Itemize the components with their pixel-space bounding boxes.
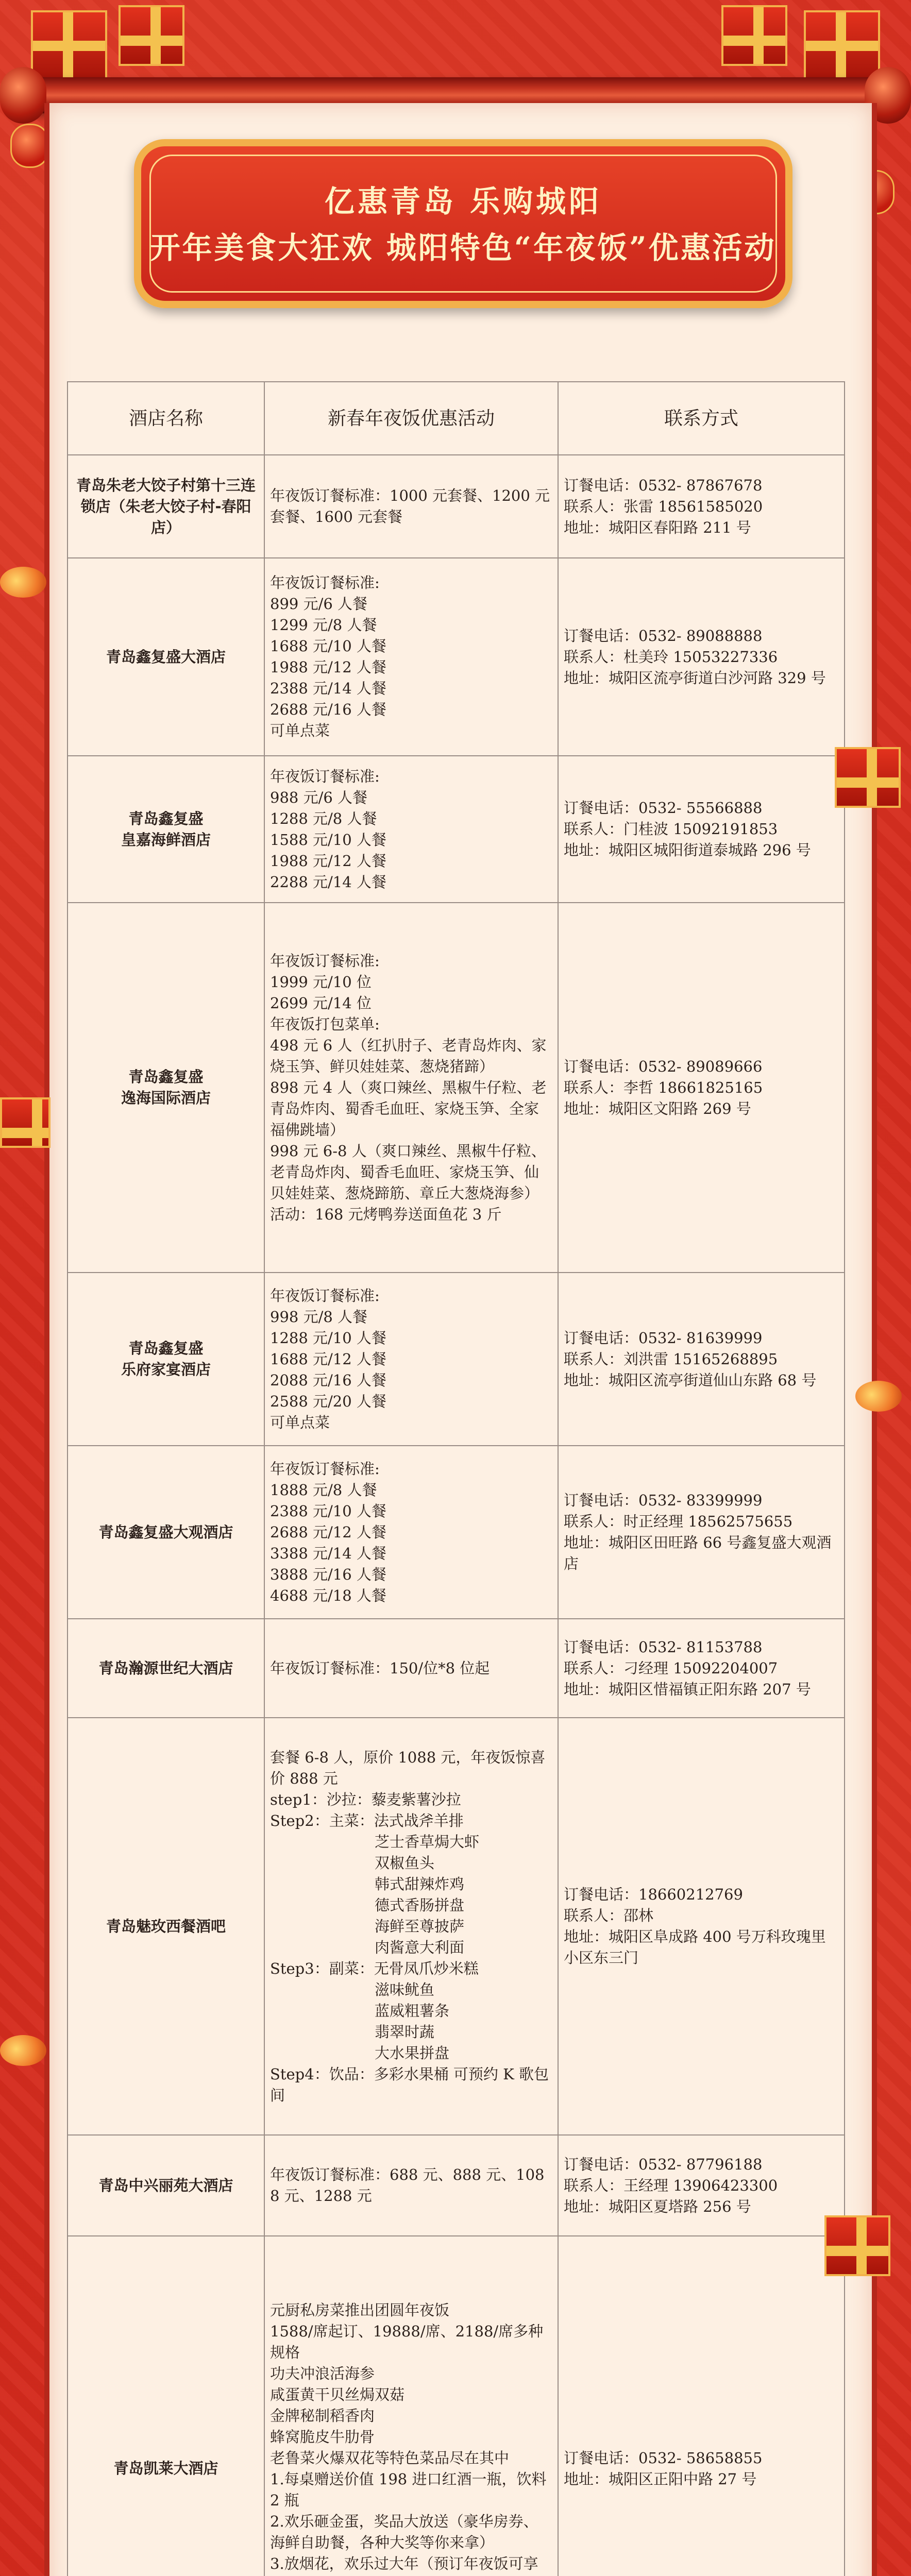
gift-box-icon [119,5,184,66]
offer-details: 年夜饭订餐标准：1000 元套餐、1200 元套餐、1600 元套餐 [264,455,558,558]
gift-box-icon [835,747,901,808]
offer-details: 年夜饭订餐标准: 988 元/6 人餐 1288 元/8 人餐 1588 元/10 人餐 1988 元/12 人餐 2288 元/14 人餐 [264,756,558,903]
hotel-name: 青岛鑫复盛大酒店 [68,558,264,756]
contact-info: 订餐电话：0532- 83399999 联系人：时正经理 18562575655 地址：城阳区田旺路 66 号鑫复盛大观酒店 [558,1446,845,1619]
koi-fish-icon [0,567,46,598]
table-row [68,2135,845,2236]
contact-info: 订餐电话：0532- 89088888 联系人：杜美玲 15053227336 地址：城阳区流亭街道白沙河路 329 号 [558,558,845,756]
koi-fish-icon [0,2035,46,2066]
offer-details: 年夜饭订餐标准: 899 元/6 人餐 1299 元/8 人餐 1688 元/10 人餐 1988 元/12 人餐 2388 元/14 人餐 2688 元/16 人餐 可单点菜 [264,558,558,756]
table-row [68,756,845,903]
table-row [68,558,845,756]
table-row [68,2236,845,2576]
hotel-name: 青岛鑫复盛 皇嘉海鲜酒店 [68,756,264,903]
lantern-icon [10,124,49,168]
title-banner [134,139,792,308]
banner-title: 亿惠青岛 乐购城阳 [324,184,602,219]
offer-details: 年夜饭订餐标准：688 元、888 元、1088 元、1288 元 [264,2135,558,2236]
contact-info: 订餐电话：0532- 58658855 地址：城阳区正阳中路 27 号 [558,2236,845,2576]
column-header-hotel: 酒店名称 [68,382,264,455]
hotel-name: 青岛朱老大饺子村第十三连锁店（朱老大饺子村-春阳店） [68,455,264,558]
hotel-name: 青岛凯莱大酒店 [68,2236,264,2576]
hotel-name: 青岛鑫复盛 逸海国际酒店 [68,903,264,1273]
table-row [68,455,845,558]
contact-info: 订餐电话：0532- 87796188 联系人：王经理 13906423300 地址：城阳区夏塔路 256 号 [558,2135,845,2236]
contact-info: 订餐电话：0532- 89089666 联系人：李哲 18661825165 地址：城阳区文阳路 269 号 [558,903,845,1273]
column-header-offer: 新春年夜饭优惠活动 [264,382,558,455]
koi-fish-icon [855,1381,902,1412]
promotion-table [67,381,845,2576]
column-header-contact: 联系方式 [558,382,845,455]
hotel-name: 青岛鑫复盛 乐府家宴酒店 [68,1273,264,1446]
hotel-name: 青岛中兴丽苑大酒店 [68,2135,264,2236]
table-header-row [68,382,845,455]
contact-info: 订餐电话：0532- 81153788 联系人：刁经理 15092204007 地址：城阳区惜福镇正阳东路 207 号 [558,1619,845,1718]
table-row [68,1273,845,1446]
contact-info: 订餐电话：0532- 87867678 联系人：张雷 18561585020 地址：城阳区春阳路 211 号 [558,455,845,558]
hotel-name: 青岛魅玫西餐酒吧 [68,1718,264,2135]
table-row [68,1619,845,1718]
offer-details: 年夜饭订餐标准: 1888 元/8 人餐 2388 元/10 人餐 2688 元/12 人餐 3388 元/14 人餐 3888 元/16 人餐 4688 元/18 人餐 [264,1446,558,1619]
gift-box-icon [721,5,787,66]
hotel-name: 青岛瀚源世纪大酒店 [68,1619,264,1718]
rod-end-cap [0,67,46,124]
contact-info: 订餐电话：18660212769 联系人：邵林 地址：城阳区阜成路 400 号万科玫瑰里小区东三门 [558,1718,845,2135]
contact-info: 订餐电话：0532- 55566888 联系人：门桂波 15092191853 地址：城阳区城阳街道泰城路 296 号 [558,756,845,903]
contact-info: 订餐电话：0532- 81639999 联系人：刘洪雷 15165268895 地址：城阳区流亭街道仙山东路 68 号 [558,1273,845,1446]
gift-box-icon [824,2215,890,2276]
offer-details: 元厨私房菜推出团圆年夜饭 1588/席起订、19888/席、2188/席多种规格 功夫冲浪活海参 咸蛋黄干贝丝焗双菇 金牌秘制稻香肉 蜂窝脆皮牛肋骨 老鲁菜火爆双花等特色菜品尽在其中 1.每桌赠送价值 198 进口红酒一瓶，饮料 2 瓶 2.欢乐砸金蛋，奖品大放送（豪华房券、海鲜自助餐，各种大奖等你来拿） 3.放烟花，欢乐过大年（预订年夜饭可享 [264,2236,558,2576]
offer-details: 套餐 6-8 人，原价 1088 元，年夜饭惊喜价 888 元 step1：沙拉：藜麦紫薯沙拉 Step2：主菜：法式战斧羊排 芝士香草焗大虾 双椒鱼头 韩式甜辣炸鸡 德式香肠拼盘 海鲜至尊披萨 肉酱意大利面 Step3：副菜：无骨凤爪炒米糕 滋味鱿鱼 蓝威粗薯条 翡翠时蔬 大水果拼盘 Step4：饮品：多彩水果桶 可预约 K 歌包间 [264,1718,558,2135]
offer-details: 年夜饭订餐标准: 998 元/8 人餐 1288 元/10 人餐 1688 元/12 人餐 2088 元/16 人餐 2588 元/20 人餐 可单点菜 [264,1273,558,1446]
banner-subtitle: 开年美食大狂欢 城阳特色“年夜饭”优惠活动 [150,230,777,265]
hotel-name: 青岛鑫复盛大观酒店 [68,1446,264,1619]
offer-details: 年夜饭订餐标准: 1999 元/10 位 2699 元/14 位 年夜饭打包菜单: 498 元 6 人（红扒肘子、老青岛炸肉、家烧玉笋、鲜贝娃娃菜、葱烧猪蹄） 898 元 4 人（爽口辣丝、黑椒牛仔粒、老青岛炸肉、蜀香毛血旺、家烧玉笋、全家福佛跳墙） 998 元 6-8 人（爽口辣丝、黑椒牛仔粒、老青岛炸肉、蜀香毛血旺、家烧玉笋、仙贝娃娃菜、葱烧蹄筋、章丘大葱烧海参） 活动：168 元烤鸭券送面鱼花 3 斤 [264,903,558,1273]
table-row [68,1718,845,2135]
gift-box-icon [0,1097,50,1148]
gift-box-icon [31,10,107,81]
table-row [68,903,845,1273]
table-row [68,1446,845,1619]
offer-details: 年夜饭订餐标准：150/位*8 位起 [264,1619,558,1718]
gift-box-icon [804,10,880,81]
